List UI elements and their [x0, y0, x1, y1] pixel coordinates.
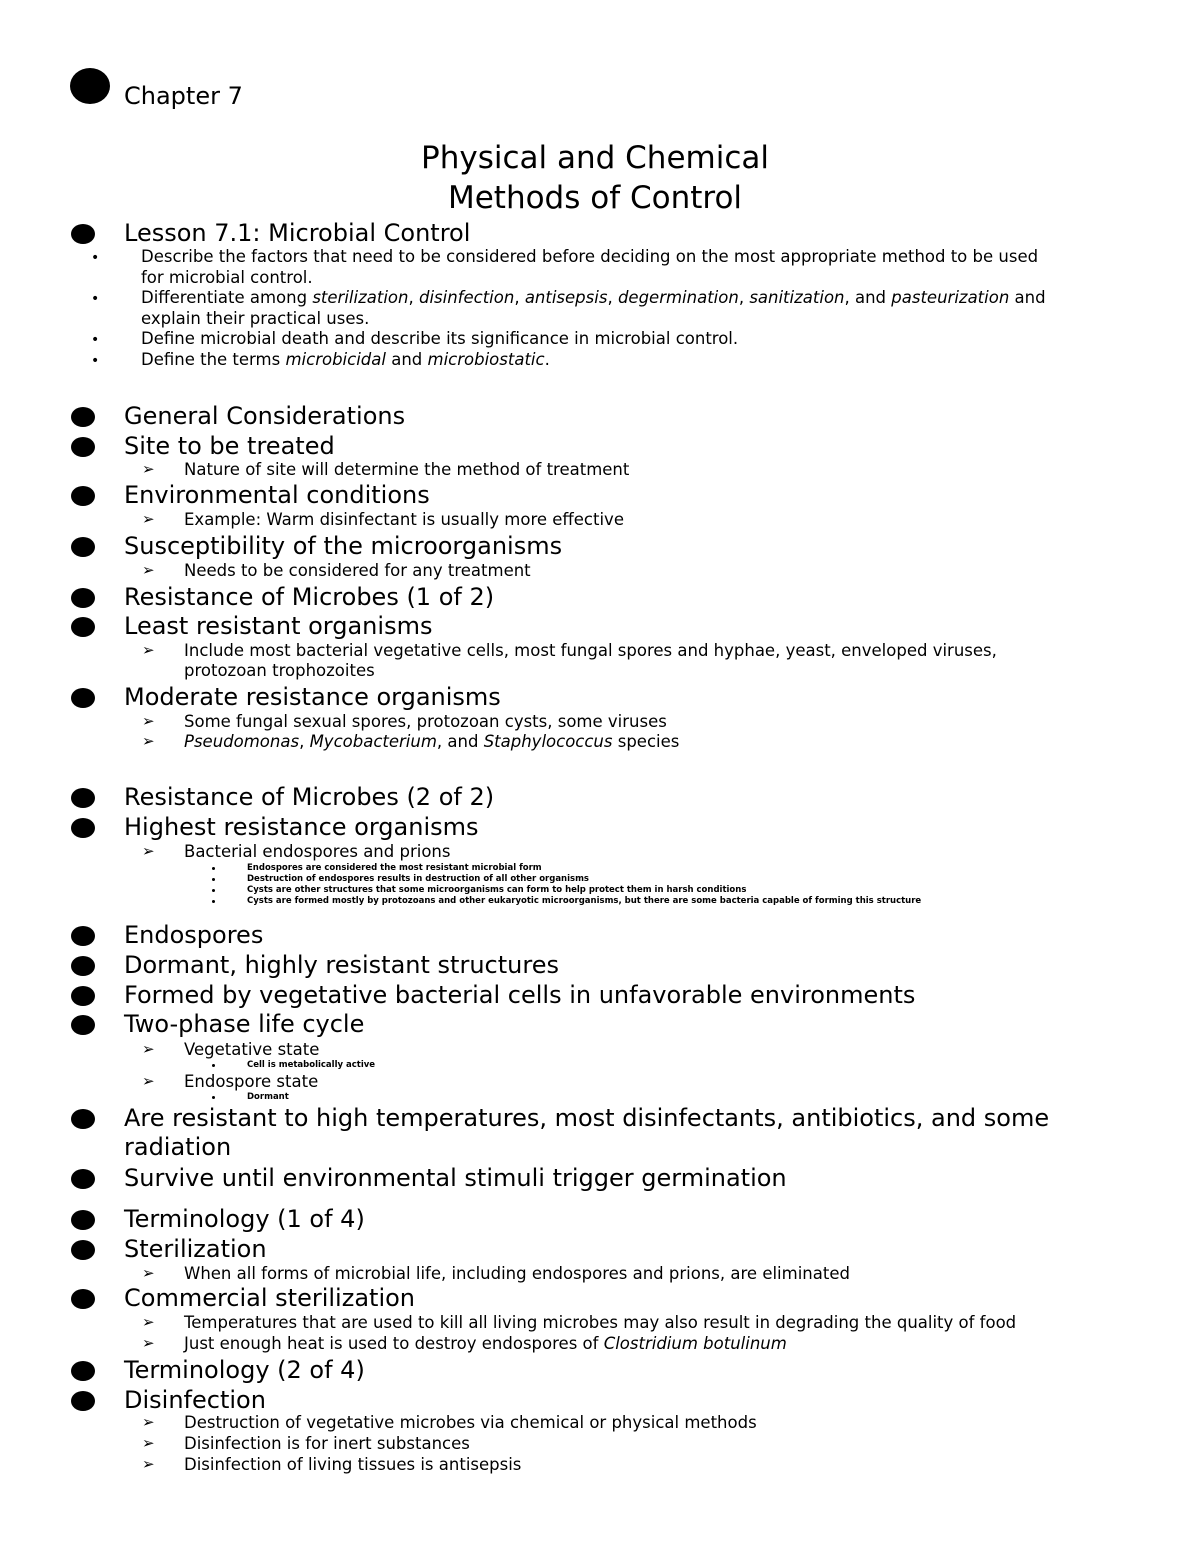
terminology-1-heading: Terminology (1 of 4): [124, 1205, 365, 1233]
objective-1-line-2: for microbial control.: [141, 268, 313, 287]
least-resistant-detail-line-1: Include most bacterial vegetative cells, most fungal spores and hyphae, yeast, enveloped viruses,: [184, 641, 997, 660]
highest-resistance-heading: Highest resistance organisms: [124, 813, 479, 841]
susceptibility-detail: Needs to be considered for any treatment: [184, 561, 531, 580]
commercial-detail-2: Just enough heat is used to destroy endospores of Clostridium botulinum: [184, 1334, 787, 1353]
disinfection-detail-3: Disinfection of living tissues is antisepsis: [184, 1455, 522, 1474]
site-detail: Nature of site will determine the method of treatment: [184, 460, 630, 479]
site-heading: Site to be treated: [124, 432, 335, 460]
resistance-1-heading: Resistance of Microbes (1 of 2): [124, 583, 495, 611]
vegetative-note: Cell is metabolically active: [247, 1060, 376, 1070]
bullet-icon: •: [91, 250, 100, 266]
vegetative-state: Vegetative state: [184, 1040, 320, 1059]
arrow-bullet-icon: ➢: [142, 1072, 155, 1090]
arrow-bullet-icon: ➢: [142, 460, 155, 478]
heading-bullet-icon: [71, 956, 95, 976]
environment-heading: Environmental conditions: [124, 481, 430, 509]
endospores-heading: Endospores: [124, 921, 264, 949]
heading-bullet-icon: [71, 486, 95, 506]
heading-bullet-icon: [71, 1361, 95, 1381]
small-bullet-icon: [212, 867, 215, 870]
general-considerations-heading: General Considerations: [124, 402, 406, 430]
chapter-bullet-icon: [70, 68, 110, 104]
endospore-note-3: Cysts are other structures that some microorganisms can form to help protect them in harsh conditions: [247, 885, 747, 895]
commercial-sterilization-heading: Commercial sterilization: [124, 1284, 415, 1312]
disinfection-detail-1: Destruction of vegetative microbes via chemical or physical methods: [184, 1413, 757, 1432]
heading-bullet-icon: [71, 788, 95, 808]
sterilization-heading: Sterilization: [124, 1235, 267, 1263]
heading-bullet-icon: [71, 986, 95, 1006]
arrow-bullet-icon: ➢: [142, 1455, 155, 1473]
heading-bullet-icon: [71, 537, 95, 557]
small-bullet-icon: [212, 889, 215, 892]
arrow-bullet-icon: ➢: [142, 712, 155, 730]
endospore-state: Endospore state: [184, 1072, 319, 1091]
heading-bullet-icon: [71, 926, 95, 946]
moderate-detail-2: Pseudomonas, Mycobacterium, and Staphylococcus species: [184, 732, 680, 751]
bullet-icon: •: [91, 332, 100, 348]
heading-bullet-icon: [71, 1240, 95, 1260]
bullet-icon: •: [91, 291, 100, 307]
moderate-resistance-heading: Moderate resistance organisms: [124, 683, 501, 711]
small-bullet-icon: [212, 1064, 215, 1067]
objective-2-line-1: Differentiate among sterilization, disinfection, antisepsis, degermination, sanitization, and pasteurization and: [141, 288, 1046, 307]
arrow-bullet-icon: ➢: [142, 510, 155, 528]
survive-heading: Survive until environmental stimuli trigger germination: [124, 1164, 787, 1192]
least-resistant-detail-line-2: protozoan trophozoites: [184, 661, 375, 680]
disinfection-heading: Disinfection: [124, 1386, 266, 1414]
objective-1-line-1: Describe the factors that need to be considered before deciding on the most appropriate method to be used: [141, 247, 1039, 266]
heading-bullet-icon: [71, 407, 95, 427]
highest-resistance-detail: Bacterial endospores and prions: [184, 842, 451, 861]
resistant-line-2: radiation: [124, 1133, 232, 1161]
endospore-note-2: Destruction of endospores results in destruction of all other organisms: [247, 874, 589, 884]
bullet-icon: •: [91, 353, 100, 369]
heading-bullet-icon: [71, 588, 95, 608]
arrow-bullet-icon: ➢: [142, 561, 155, 579]
dormant-heading: Dormant, highly resistant structures: [124, 951, 559, 979]
two-phase-heading: Two-phase life cycle: [124, 1010, 365, 1038]
arrow-bullet-icon: ➢: [142, 1313, 155, 1331]
arrow-bullet-icon: ➢: [142, 1334, 155, 1352]
disinfection-detail-2: Disinfection is for inert substances: [184, 1434, 470, 1453]
endospore-note-4: Cysts are formed mostly by protozoans and other eukaryotic microorganisms, but there are some bacteria capable of forming this structure: [247, 896, 922, 906]
heading-bullet-icon: [71, 1169, 95, 1189]
objective-2-line-2: explain their practical uses.: [141, 309, 370, 328]
lesson-heading: Lesson 7.1: Microbial Control: [124, 219, 471, 247]
heading-bullet-icon: [71, 1391, 95, 1411]
arrow-bullet-icon: ➢: [142, 1264, 155, 1282]
heading-bullet-icon: [71, 224, 95, 244]
heading-bullet-icon: [71, 1210, 95, 1230]
heading-bullet-icon: [71, 818, 95, 838]
arrow-bullet-icon: ➢: [142, 1040, 155, 1058]
moderate-detail-1: Some fungal sexual spores, protozoan cysts, some viruses: [184, 712, 667, 731]
least-resistant-heading: Least resistant organisms: [124, 612, 433, 640]
objective-4: Define the terms microbicidal and microbiostatic.: [141, 350, 550, 369]
heading-bullet-icon: [71, 617, 95, 637]
environment-detail: Example: Warm disinfectant is usually more effective: [184, 510, 624, 529]
susceptibility-heading: Susceptibility of the microorganisms: [124, 532, 563, 560]
resistance-2-heading: Resistance of Microbes (2 of 2): [124, 783, 495, 811]
small-bullet-icon: [212, 900, 215, 903]
heading-bullet-icon: [71, 1015, 95, 1035]
arrow-bullet-icon: ➢: [142, 732, 155, 750]
arrow-bullet-icon: ➢: [142, 1413, 155, 1431]
sterilization-detail: When all forms of microbial life, including endospores and prions, are eliminated: [184, 1264, 850, 1283]
small-bullet-icon: [212, 1096, 215, 1099]
formed-heading: Formed by vegetative bacterial cells in unfavorable environments: [124, 981, 916, 1009]
arrow-bullet-icon: ➢: [142, 1434, 155, 1452]
arrow-bullet-icon: ➢: [142, 842, 155, 860]
commercial-detail-1: Temperatures that are used to kill all living microbes may also result in degrading the quality of food: [184, 1313, 1017, 1332]
heading-bullet-icon: [71, 1109, 95, 1129]
heading-bullet-icon: [71, 1289, 95, 1309]
page-title-line-2: Methods of Control: [447, 180, 743, 216]
arrow-bullet-icon: ➢: [142, 641, 155, 659]
objective-3: Define microbial death and describe its significance in microbial control.: [141, 329, 739, 348]
endospore-note-1: Endospores are considered the most resistant microbial form: [247, 863, 542, 873]
terminology-2-heading: Terminology (2 of 4): [124, 1356, 365, 1384]
endospore-state-note: Dormant: [247, 1092, 289, 1102]
heading-bullet-icon: [71, 437, 95, 457]
chapter-label: Chapter 7: [124, 82, 243, 110]
page-title-line-1: Physical and Chemical: [421, 140, 769, 176]
heading-bullet-icon: [71, 688, 95, 708]
small-bullet-icon: [212, 878, 215, 881]
resistant-line-1: Are resistant to high temperatures, most disinfectants, antibiotics, and some: [124, 1104, 1050, 1132]
